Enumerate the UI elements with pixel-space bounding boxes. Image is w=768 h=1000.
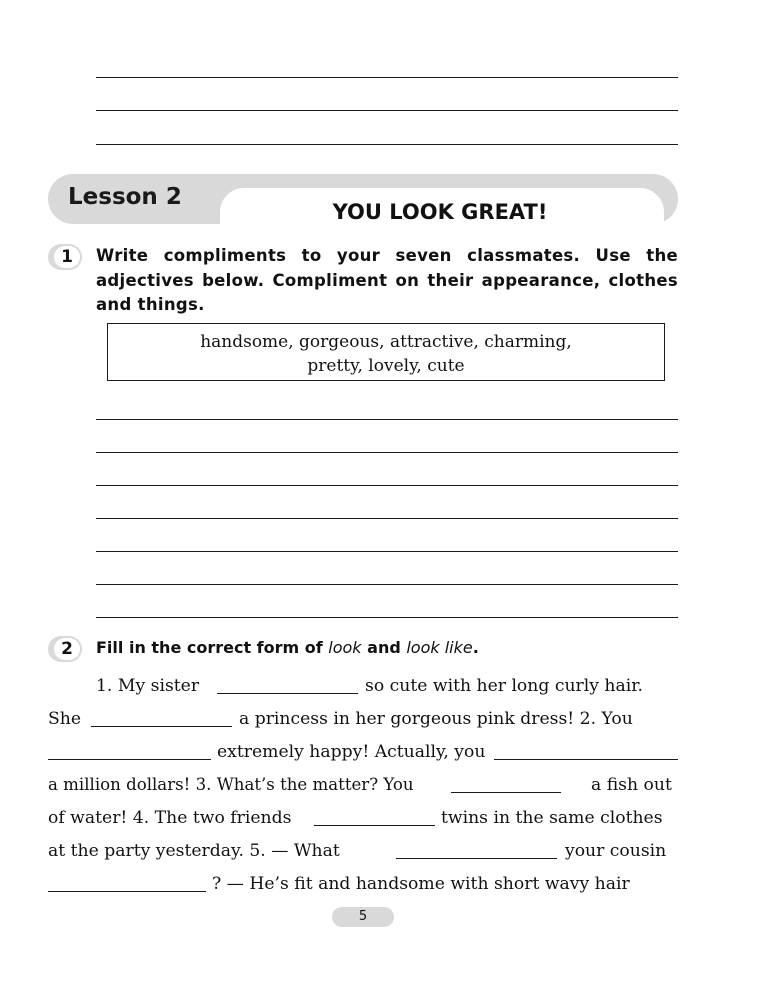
- exercise-text: your cousin: [565, 841, 667, 861]
- exercise-number: 2: [54, 638, 80, 660]
- instruction-text: and: [361, 638, 407, 657]
- answer-line[interactable]: [96, 419, 678, 420]
- answer-line[interactable]: [96, 452, 678, 453]
- exercise-number-badge: [48, 244, 82, 270]
- word-box-line: pretty, lovely, cute: [307, 356, 465, 376]
- answer-blank[interactable]: [48, 759, 211, 760]
- lesson-label: Lesson 2: [68, 184, 182, 210]
- exercise-text: ? — He’s fit and handsome with short wavy hair: [212, 874, 630, 894]
- exercise-text: a fish out: [591, 775, 672, 795]
- page-number: 5: [332, 907, 394, 927]
- exercise-text: a million dollars! 3. What’s the matter? You: [48, 775, 414, 794]
- exercise-instruction: Write compliments to your seven classmates. Use the adjectives below. Compliment on their appearance, clothes and things.: [96, 246, 678, 314]
- instruction-text: Fill in the correct form of: [96, 638, 329, 657]
- answer-blank[interactable]: [48, 891, 206, 892]
- answer-line[interactable]: [96, 551, 678, 552]
- word-box-line: handsome, gorgeous, attractive, charming,: [200, 332, 572, 352]
- instruction-word: look: [328, 638, 362, 657]
- exercise-instruction: [96, 638, 479, 657]
- writing-line: [96, 144, 678, 145]
- exercise-number: 1: [54, 246, 80, 268]
- instruction-text: .: [472, 638, 479, 657]
- exercise-text: She: [48, 709, 82, 729]
- exercise-text: at the party yesterday. 5. — What: [48, 841, 340, 861]
- answer-blank[interactable]: [217, 693, 358, 694]
- exercise-text: extremely happy! Actually, you: [217, 742, 486, 762]
- exercise-text: of water! 4. The two friends: [48, 808, 292, 828]
- writing-line: [96, 110, 678, 111]
- answer-line[interactable]: [96, 584, 678, 585]
- exercise-text: a princess in her gorgeous pink dress! 2. You: [239, 709, 633, 729]
- answer-line[interactable]: [96, 485, 678, 486]
- instruction-word: look like: [406, 638, 473, 657]
- answer-line[interactable]: [96, 617, 678, 618]
- exercise-number-badge: [48, 636, 82, 662]
- exercise-text: twins in the same clothes: [441, 808, 663, 828]
- answer-line[interactable]: [96, 518, 678, 519]
- answer-blank[interactable]: [91, 726, 232, 727]
- writing-line: [96, 77, 678, 78]
- answer-blank[interactable]: [314, 825, 435, 826]
- answer-blank[interactable]: [396, 858, 557, 859]
- exercise-text: 1. My sister: [96, 676, 200, 696]
- lesson-title: YOU LOOK GREAT!: [332, 200, 548, 224]
- answer-blank[interactable]: [451, 792, 561, 793]
- word-box: [107, 323, 665, 381]
- answer-blank[interactable]: [494, 759, 678, 760]
- exercise-text: so cute with her long curly hair.: [365, 676, 644, 696]
